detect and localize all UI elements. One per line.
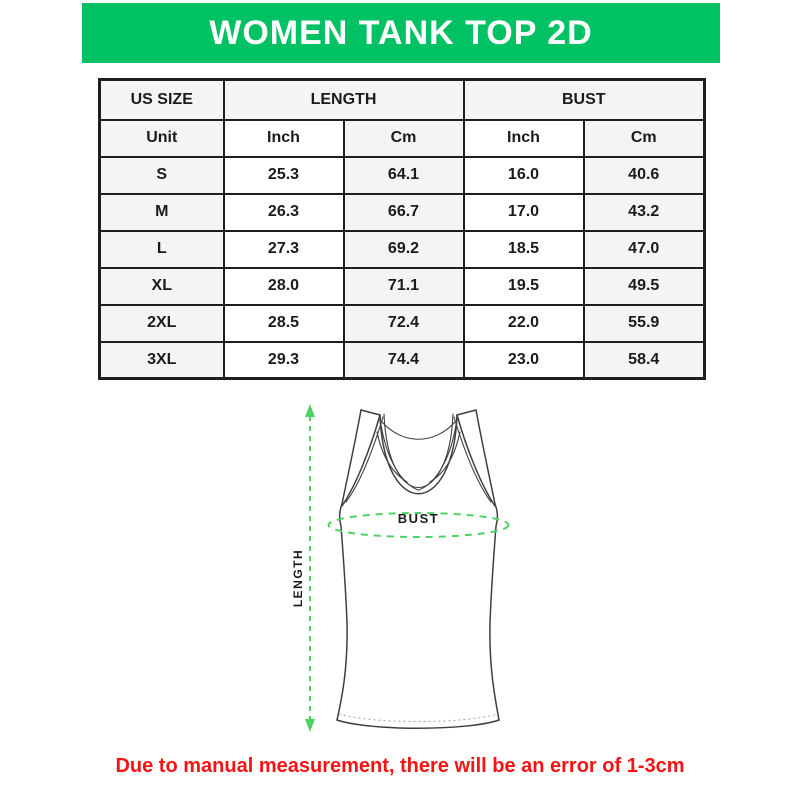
cell-bust-inch: 19.5 xyxy=(464,268,584,305)
subheader-length-cm: Cm xyxy=(344,120,464,157)
subheader-length-inch: Inch xyxy=(224,120,344,157)
cell-length-cm: 74.4 xyxy=(344,342,464,379)
cell-length-inch: 26.3 xyxy=(224,194,344,231)
cell-length-inch: 25.3 xyxy=(224,157,344,194)
subheader-unit: Unit xyxy=(100,120,224,157)
cell-length-cm: 72.4 xyxy=(344,305,464,342)
table-row xyxy=(100,157,705,194)
table-row xyxy=(100,342,705,379)
measurement-disclaimer: Due to manual measurement, there will be an error of 1-3cm xyxy=(115,755,685,777)
subheader-bust-cm: Cm xyxy=(584,120,705,157)
cell-length-inch: 28.5 xyxy=(224,305,344,342)
cell-length-cm: 64.1 xyxy=(344,157,464,194)
cell-size: XL xyxy=(100,268,224,305)
column-header-bust: BUST xyxy=(464,80,705,120)
subheader-bust-inch: Inch xyxy=(464,120,584,157)
tank-top-illustration xyxy=(270,390,530,760)
cell-bust-cm: 58.4 xyxy=(584,342,705,379)
cell-length-cm: 66.7 xyxy=(344,194,464,231)
bust-measure xyxy=(329,511,509,537)
title-banner xyxy=(82,3,720,63)
cell-bust-cm: 49.5 xyxy=(584,268,705,305)
column-header-us-size: US SIZE xyxy=(100,80,224,120)
cell-length-cm: 71.1 xyxy=(344,268,464,305)
bust-label: BUST xyxy=(397,511,440,526)
cell-size: 2XL xyxy=(100,305,224,342)
cell-length-inch: 29.3 xyxy=(224,342,344,379)
cell-size: L xyxy=(100,231,224,268)
cell-size: 3XL xyxy=(100,342,224,379)
length-arrow-down-icon xyxy=(305,719,315,732)
measurement-diagram xyxy=(270,390,530,760)
cell-bust-inch: 16.0 xyxy=(464,157,584,194)
cell-bust-cm: 55.9 xyxy=(584,305,705,342)
cell-bust-inch: 22.0 xyxy=(464,305,584,342)
column-header-length: LENGTH xyxy=(224,80,464,120)
length-label: LENGTH xyxy=(291,548,305,608)
table-subheader-row xyxy=(100,120,705,157)
table-header-row xyxy=(100,80,705,120)
cell-bust-inch: 17.0 xyxy=(464,194,584,231)
cell-bust-cm: 47.0 xyxy=(584,231,705,268)
table-row xyxy=(100,305,705,342)
length-measure xyxy=(291,404,315,732)
table-row xyxy=(100,231,705,268)
cell-length-inch: 28.0 xyxy=(224,268,344,305)
cell-size: S xyxy=(100,157,224,194)
cell-bust-cm: 40.6 xyxy=(584,157,705,194)
table-row xyxy=(100,268,705,305)
length-arrow-up-icon xyxy=(305,404,315,417)
page-title: WOMEN TANK TOP 2D xyxy=(209,13,593,52)
cell-bust-cm: 43.2 xyxy=(584,194,705,231)
table-row xyxy=(100,194,705,231)
cell-length-inch: 27.3 xyxy=(224,231,344,268)
tank-top-outline xyxy=(337,410,499,728)
cell-size: M xyxy=(100,194,224,231)
cell-bust-inch: 18.5 xyxy=(464,231,584,268)
cell-length-cm: 69.2 xyxy=(344,231,464,268)
size-table xyxy=(98,78,706,380)
size-table-container xyxy=(98,78,703,380)
cell-bust-inch: 23.0 xyxy=(464,342,584,379)
